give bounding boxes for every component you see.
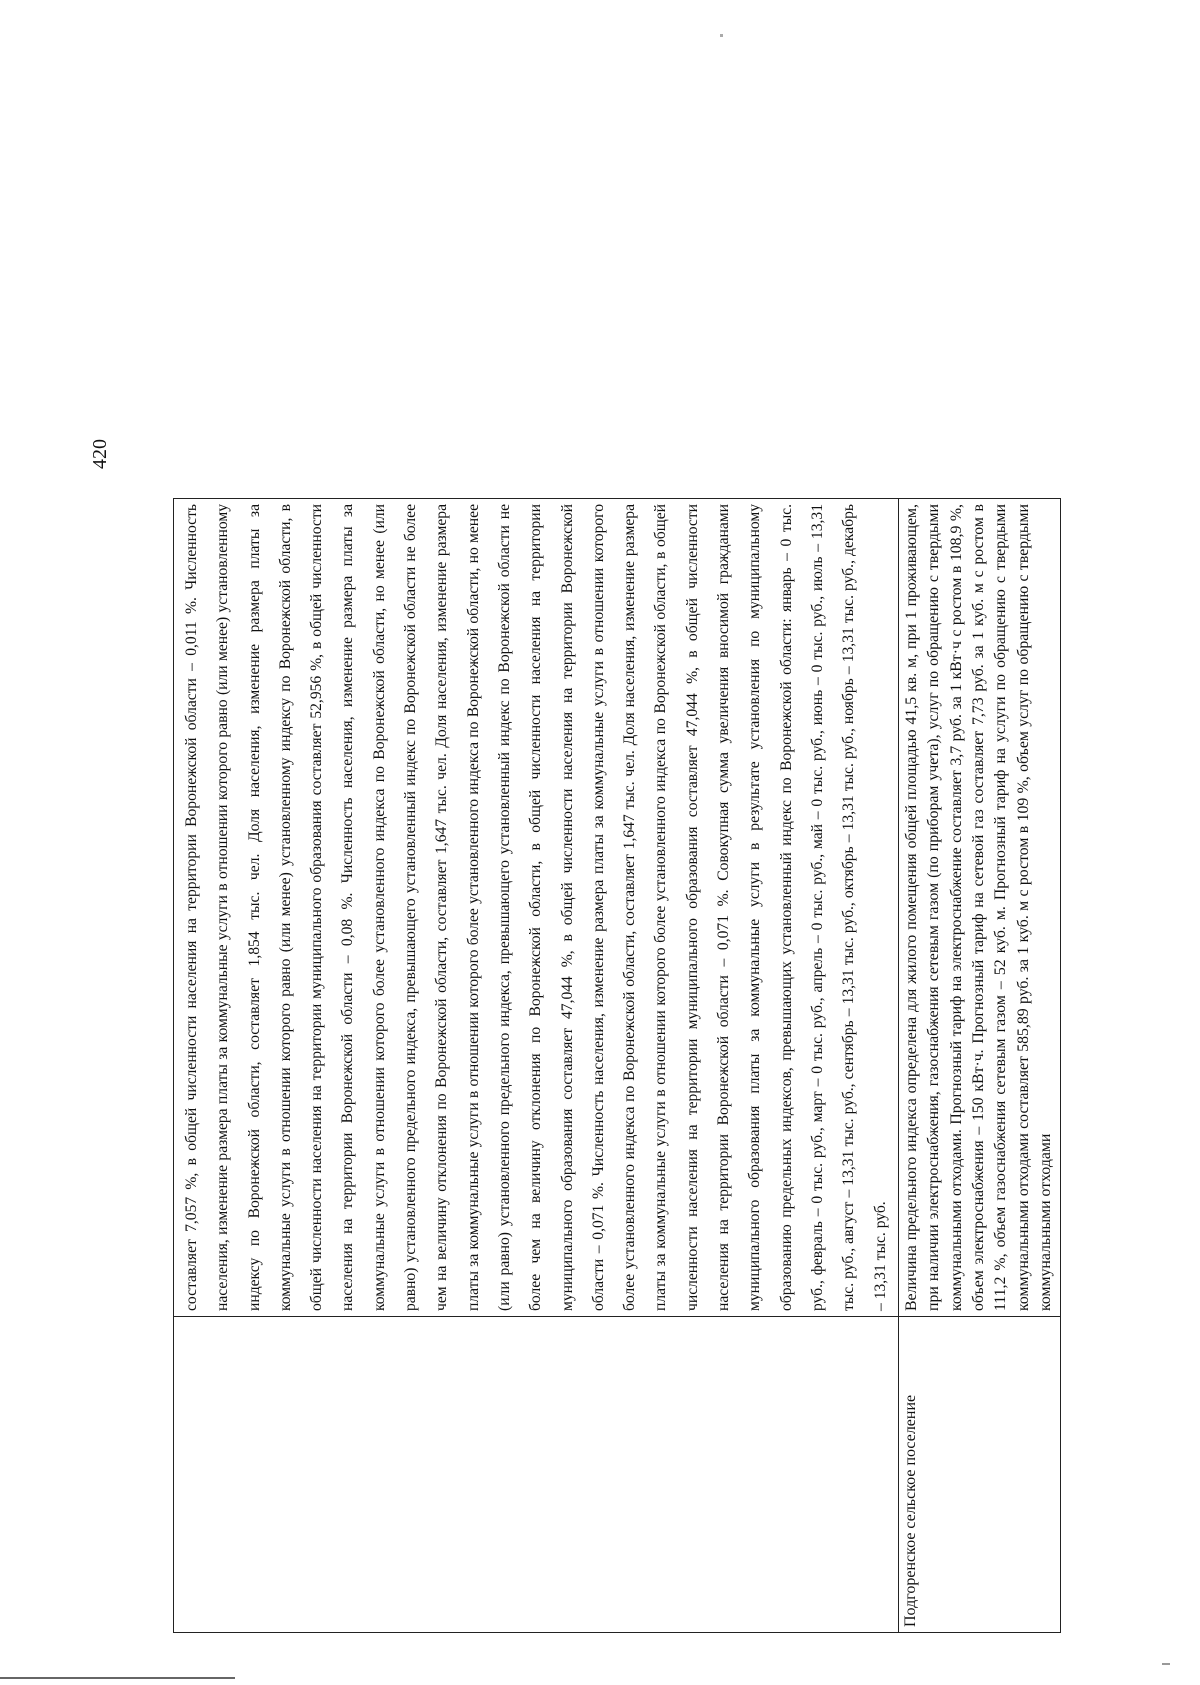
table-row (898, 499, 1060, 1633)
description-cell: Величина предельного индекса определена для жилого помещения общей площадью 41,5 кв. м, при 1 проживающем, при наличии электроснабжения, газоснабжения сетевым газом (по приборам учета), услуг по обращению с твердыми коммунальными отходами. Прогнозный тариф на электроснабжение составляет 3,7 руб. за 1 кВт·ч с ростом в 108,9 %, объем электроснабжения – 150 кВт·ч. Прогнозный тариф на сетевой газ составляет 7,73 руб. за 1 куб. м с ростом в 111,2 %, объем газоснабжения сетевым газом – 52 куб. м. Прогнозный тариф на услуги по обращению с твердыми коммунальными отходами составляет 585,89 руб. за 1 куб. м с ростом в 109 %, объем услуг по обращению с твердыми коммунальными отходами (898, 499, 1060, 1317)
data-table (173, 498, 1061, 1633)
scan-artifact-dot (720, 34, 723, 37)
description-cell: составляет 7,057 %, в общей численности населения на территории Воронежской области – 0,011 %. Численность населения, изменение размера платы за коммунальные услуги в отношении которого равно (или менее) установленному индексу по Воронежской области, составляет 1,854 тыс. чел. Доля населения, изменение размера платы за коммунальные услуги в отношении которого равно (или менее) установленному индексу по Воронежской области, в общей численности населения на территории муниципального образования составляет 52,956 %, в общей численности населения на территории Воронежской области – 0,08 %. Численность населения, изменение размера платы за коммунальные услуги в отношении которого более установленного индекса по Воронежской области, но менее (или равно) установленного предельного индекса, превышающего установленный индекс по Воронежской области не более чем на величину отклонения по Воронежской области, составляет 1,647 тыс. чел. Доля населения, изменение размера платы за коммунальные услуги в отношении которого более установленного индекса по Воронежской области, но менее (или равно) установленного предельного индекса, превышающего установленный индекс по Воронежской области не более чем на величину отклонения по Воронежской области, в общей численности населения на территории муниципального образования составляет 47,044 %, в общей численности населения на территории Воронежской области – 0,071 %. Численность населения, изменение размера платы за коммунальные услуги в отношении которого более установленного индекса по Воронежской области, составляет 1,647 тыс. чел. Доля населения, изменение размера платы за коммунальные услуги в отношении которого более установленного индекса по Воронежской области, в общей численности населения на территории муниципального образования составляет 47,044 %, в общей численности населения на территории Воронежской области – 0,071 %. Совокупная сумма увеличения вносимой гражданами муниципального образования платы за коммунальные услуги в результате установления по муниципальному образованию предельных индексов, превышающих установленный индекс по Воронежской области: январь – 0 тыс. руб., февраль – 0 тыс. руб., март – 0 тыс. руб., апрель – 0 тыс. руб., май – 0 тыс. руб., июнь – 0 тыс. руб., июль – 13,31 тыс. руб., август – 13,31 тыс. руб., сентябрь – 13,31 тыс. руб., октябрь – 13,31 тыс. руб., ноябрь – 13,31 тыс. руб., декабрь – 13,31 тыс. руб. (174, 499, 899, 1317)
page-number: 420 (89, 439, 111, 469)
rotated-page-content (173, 498, 1055, 1633)
table-row (174, 499, 899, 1633)
municipality-name-cell (174, 1317, 899, 1633)
scan-artifact-mark (1162, 1663, 1170, 1665)
municipality-name-cell: Подгоренское сельское поселение (898, 1317, 1060, 1633)
scan-artifact-line (0, 1677, 235, 1679)
